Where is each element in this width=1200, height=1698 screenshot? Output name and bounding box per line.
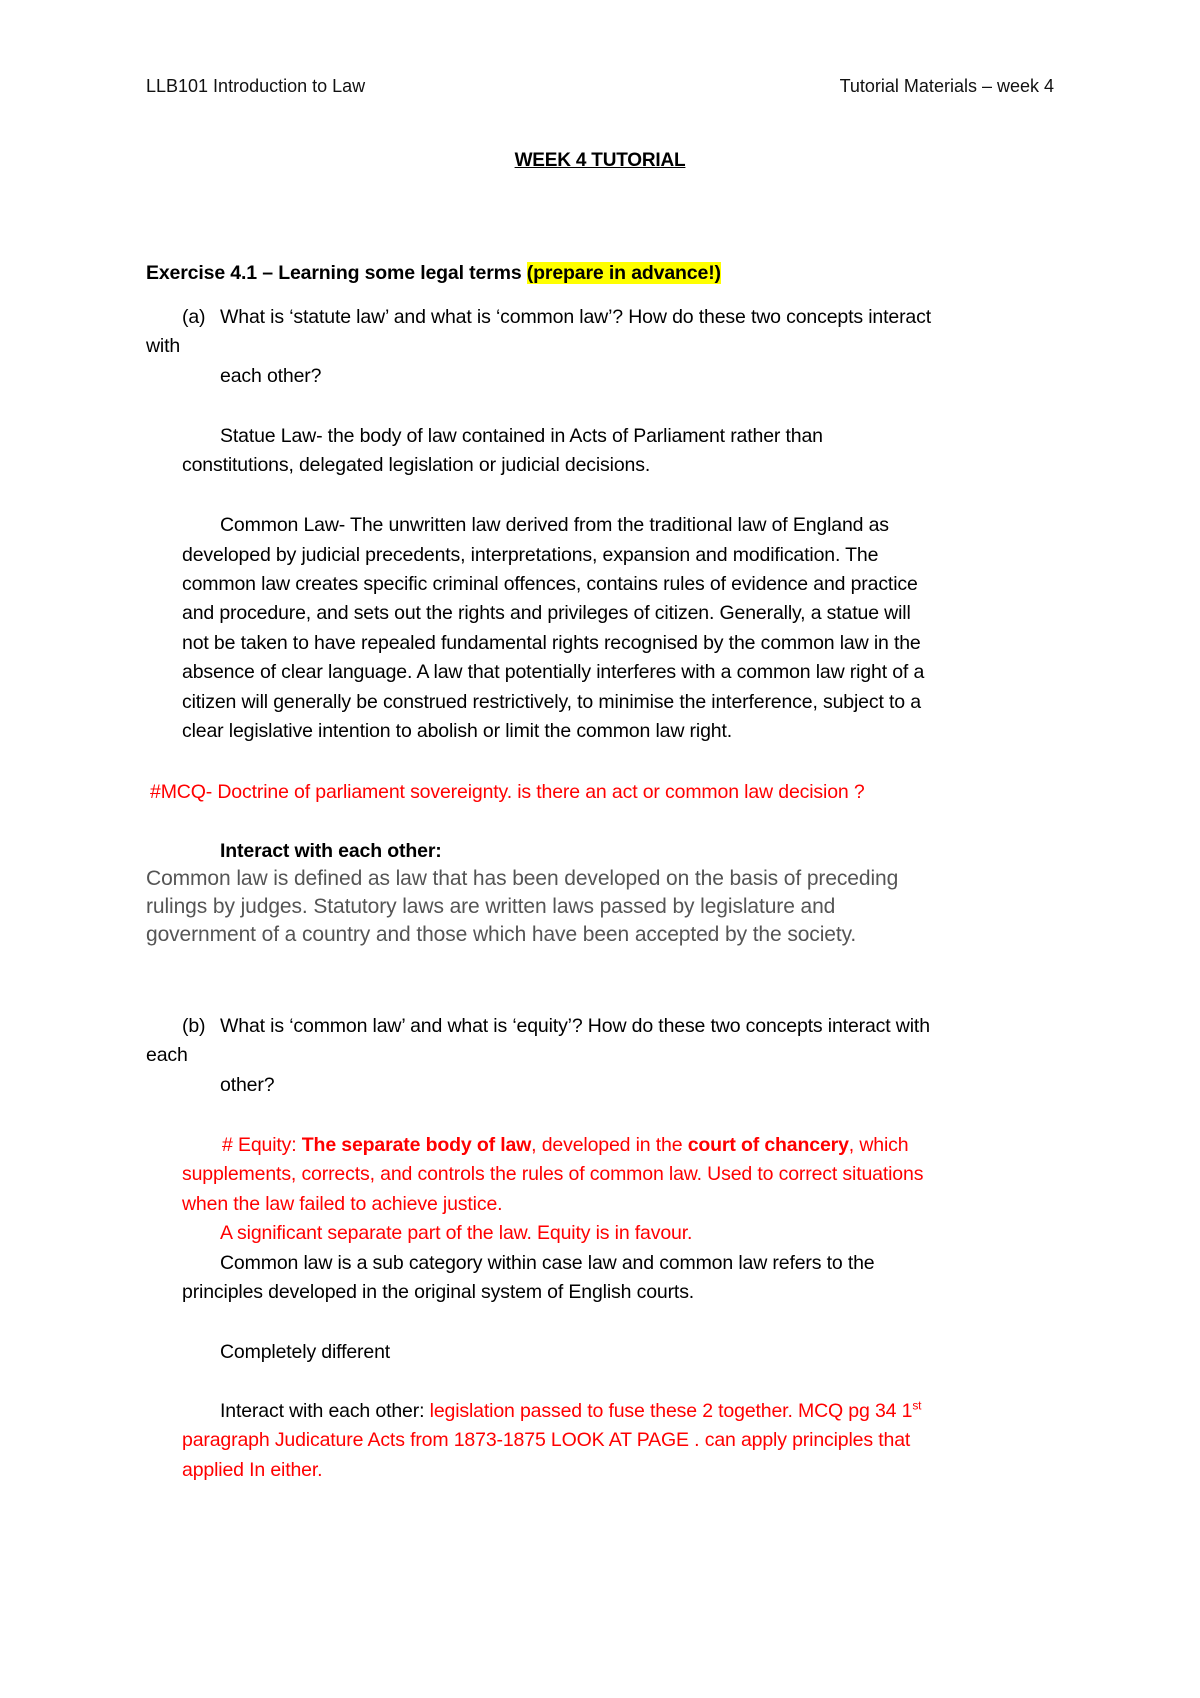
mcq-note: #MCQ- Doctrine of parliament sovereignty. is there an act or common law decision ? — [150, 781, 865, 803]
common-line3: common law creates specific criminal offences, contains rules of evidence and practice — [182, 573, 918, 595]
exercise-heading-highlight: (prepare in advance!) — [526, 262, 721, 284]
header-course: LLB101 Introduction to Law — [146, 76, 366, 96]
equity-mid1: , developed in the — [531, 1134, 688, 1156]
question-a-line3: each other? — [220, 365, 322, 387]
equity-mid2: , which — [848, 1134, 909, 1156]
question-b-line3: other? — [220, 1074, 275, 1096]
question-b-line1: What is ‘common law’ and what is ‘equity’? How do these two concepts interact with — [220, 1015, 930, 1037]
common-line1: Common Law- The unwritten law derived from the traditional law of England as — [220, 514, 889, 536]
question-b-label: (b) — [182, 1015, 206, 1037]
statute-line1: Statue Law- the body of law contained in Acts of Parliament rather than — [220, 425, 823, 447]
completely-different: Completely different — [220, 1341, 391, 1363]
common-line6: absence of clear language. A law that potentially interferes with a common law right of a — [182, 661, 925, 683]
equity-line2: supplements, corrects, and controls the rules of common law. Used to correct situations — [182, 1163, 924, 1185]
exercise-heading-text: Exercise 4.1 – Learning some legal terms — [146, 262, 527, 284]
question-a-label: (a) — [182, 306, 206, 328]
common-line2: developed by judicial precedents, interpretations, expansion and modification. The — [182, 544, 879, 566]
interact-b-red1: legislation passed to fuse these 2 together. MCQ pg 34 1 — [429, 1400, 913, 1422]
page-title: WEEK 4 TUTORIAL — [514, 150, 686, 171]
interact-a-line3: government of a country and those which have been accepted by the society. — [146, 923, 857, 946]
interact-a-line1: Common law is defined as law that has been developed on the basis of preceding — [146, 867, 899, 890]
statute-line2: constitutions, delegated legislation or judicial decisions. — [182, 454, 651, 476]
equity-bold1: The separate body of law — [301, 1134, 532, 1156]
interact-a-label: Interact with each other: — [220, 840, 442, 862]
interact-b-line1 — [220, 1400, 921, 1423]
significant-line: A significant separate part of the law. Equity is in favour. — [220, 1222, 693, 1244]
equity-bold2: court of chancery — [687, 1134, 849, 1156]
common-sub-line1: Common law is a sub category within case law and common law refers to the — [220, 1252, 875, 1274]
equity-line1 — [222, 1134, 908, 1157]
header-tutorial: Tutorial Materials – week 4 — [839, 76, 1054, 96]
question-a-line1: What is ‘statute law’ and what is ‘common law’? How do these two concepts interact — [220, 306, 931, 328]
question-a-line2: with — [146, 335, 181, 357]
equity-line3: when the law failed to achieve justice. — [182, 1193, 503, 1215]
interact-b-label: Interact with each other: — [220, 1400, 430, 1422]
equity-prefix: # Equity: — [222, 1134, 302, 1156]
interact-a-line2: rulings by judges. Statutory laws are written laws passed by legislature and — [146, 895, 836, 918]
interact-b-line3: applied In either. — [182, 1459, 323, 1481]
question-b-line2: each — [146, 1044, 188, 1066]
exercise-heading — [146, 262, 721, 285]
interact-b-line2: paragraph Judicature Acts from 1873-1875 LOOK AT PAGE . can apply principles that — [182, 1429, 911, 1451]
common-line5: not be taken to have repealed fundamental rights recognised by the common law in the — [182, 632, 921, 654]
common-line4: and procedure, and sets out the rights and privileges of citizen. Generally, a statue will — [182, 602, 911, 624]
common-sub-line2: principles developed in the original system of English courts. — [182, 1281, 695, 1303]
common-line7: citizen will generally be construed restrictively, to minimise the interference, subject to a — [182, 691, 921, 713]
interact-b-sup: st — [912, 1398, 922, 1413]
common-line8: clear legislative intention to abolish or limit the common law right. — [182, 720, 732, 742]
